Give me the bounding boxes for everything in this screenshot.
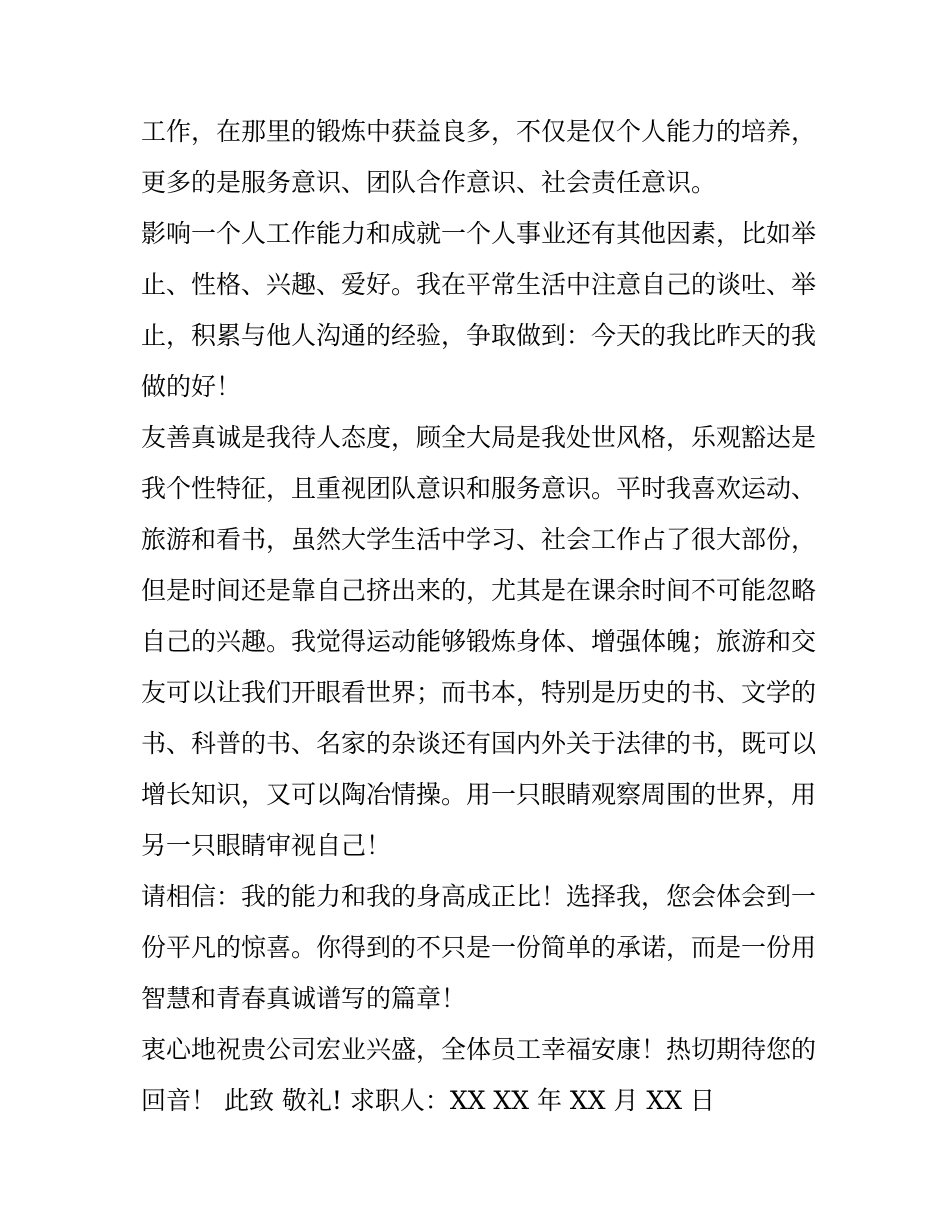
letter-body bbox=[141, 106, 821, 1126]
text-line: 自己的兴趣。我觉得运动能够锻炼身体、增强体魄；旅游和交 bbox=[141, 627, 817, 656]
text-line: 增长知识，又可以陶冶情操。用一只眼睛观察周围的世界，用 bbox=[141, 780, 817, 809]
text-line: 更多的是服务意识、团队合作意识、社会责任意识。 bbox=[141, 168, 717, 197]
text-line: 影响一个人工作能力和成就一个人事业还有其他因素，比如举 bbox=[141, 219, 817, 248]
text-line: 止，积累与他人沟通的经验，争取做到：今天的我比昨天的我 bbox=[141, 321, 817, 350]
text-line: 止、性格、兴趣、爱好。我在平常生活中注意自己的谈吐、举 bbox=[141, 270, 817, 299]
text-line: 旅游和看书，虽然大学生活中学习、社会工作占了很大部份， bbox=[141, 525, 817, 554]
text-line: 友善真诚是我待人态度，顾全大局是我处世风格，乐观豁达是 bbox=[141, 423, 817, 452]
text-line: 书、科普的书、名家的杂谈还有国内外关于法律的书，既可以 bbox=[141, 729, 817, 758]
text-line: 衷心地祝贵公司宏业兴盛，全体员工幸福安康！热切期待您的 bbox=[141, 1035, 817, 1064]
text-line: 回音！ 此致 敬礼! 求职人：XX XX 年 XX 月 XX 日 bbox=[141, 1086, 715, 1115]
text-line: 请相信：我的能力和我的身高成正比！选择我，您会体会到一 bbox=[141, 882, 817, 911]
text-line: 智慧和青春真诚谱写的篇章！ bbox=[141, 984, 467, 1013]
text-line: 份平凡的惊喜。你得到的不只是一份简单的承诺，而是一份用 bbox=[141, 933, 817, 962]
text-line: 另一只眼睛审视自己！ bbox=[141, 831, 392, 860]
text-line: 但是时间还是靠自己挤出来的，尤其是在课余时间不可能忽略 bbox=[141, 576, 817, 605]
text-line: 工作，在那里的锻炼中获益良多，不仅是仅个人能力的培养， bbox=[141, 117, 817, 146]
text-line: 我个性特征，且重视团队意识和服务意识。平时我喜欢运动、 bbox=[141, 474, 817, 503]
text-line: 做的好！ bbox=[141, 372, 242, 401]
text-line: 友可以让我们开眼看世界；而书本，特别是历史的书、文学的 bbox=[141, 678, 817, 707]
